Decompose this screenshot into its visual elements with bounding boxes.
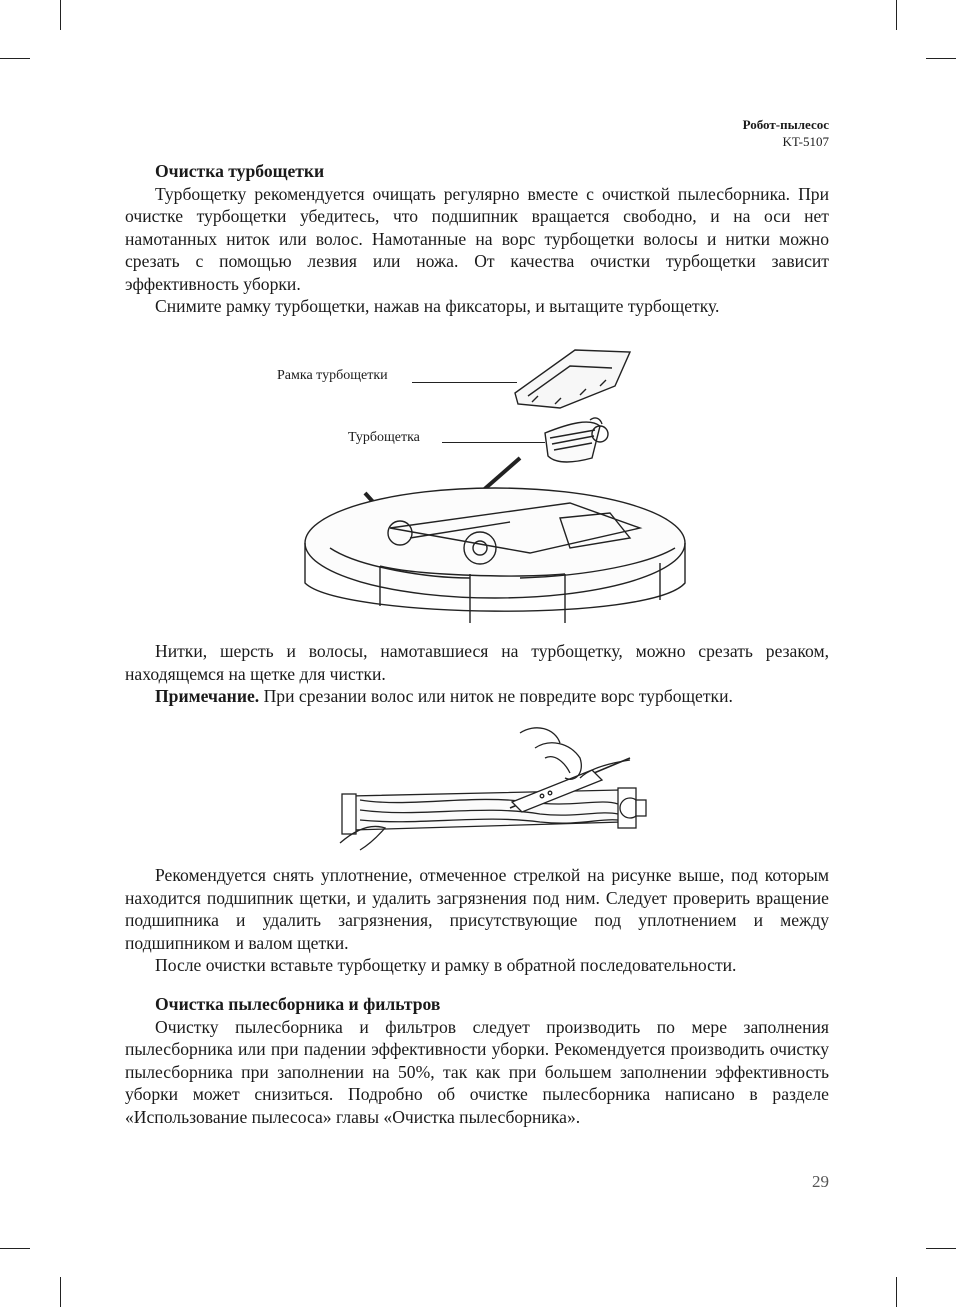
header-model: KT-5107 — [782, 134, 829, 149]
crop-mark — [60, 1277, 61, 1307]
note-paragraph — [125, 685, 829, 708]
crop-mark — [926, 1248, 956, 1249]
section-heading: Очистка турбощетки — [155, 161, 325, 181]
crop-mark — [0, 58, 30, 59]
figure-brush-cutting — [330, 718, 650, 858]
section-cutting-hair — [125, 640, 829, 708]
crop-mark — [896, 0, 897, 30]
page-number: 29 — [812, 1172, 829, 1191]
callout-brush-label: Турбощетка — [348, 430, 420, 445]
paragraph: Нитки, шерсть и волосы, намотавшиеся на турбощетку, можно срезать резаком, находящемся на щетке для чистки. — [125, 641, 829, 684]
crop-mark — [896, 1277, 897, 1307]
figure-robot-turbobrush — [270, 338, 690, 633]
section-dustbin-cleaning — [125, 993, 829, 1128]
section-bearing — [125, 864, 829, 977]
paragraph: Рекомендуется снять уплотнение, отмеченное стрелкой на рисунке выше, под которым находится подшипник щетки, и удалить загрязнения под ним. Следует проверить вращение подшипника и удалить загрязнения, присутствующие под уплотнением и между подшипником и валом щетки. — [125, 865, 829, 953]
paragraph: После очистки вставьте турбощетку и рамку в обратной последовательности. — [155, 955, 737, 975]
section-heading: Очистка пылесборника и фильтров — [155, 994, 441, 1014]
paragraph: Очистку пылесборника и фильтров следует производить по мере заполнения пылесборника или при падении эффективности уборки. Рекомендуется производить очистку пылесборника при заполнении на 50%, так как при большем заполнении эффективность уборки может снизиться. Подробно об очистке пылесборника написано в разделе «Использование пылесоса» главы «Очистка пылесборника». — [125, 1016, 829, 1127]
paragraph: Снимите рамку турбощетки, нажав на фиксаторы, и вытащите турбощетку. — [155, 296, 720, 316]
crop-mark — [60, 0, 61, 30]
paragraph: Турбощетку рекомендуется очищать регулярно вместе с очисткой пылесборника. При очистке турбощетки убедитесь, что подшипник вращается свободно, и на оси нет намотанных ниток или волос. Намотанные на ворс турбощетки волосы и нитки можно срезать с помощью лезвия или ножа. От качества очистки турбощетки зависит эффективность уборки. — [125, 183, 829, 294]
running-header — [743, 116, 829, 150]
callout-frame — [277, 368, 388, 384]
brush-cutting-illustration — [330, 718, 650, 858]
crop-mark — [926, 58, 956, 59]
header-title: Робот-пылесос — [742, 117, 829, 132]
callout-frame-leader — [412, 382, 517, 383]
callout-brush — [348, 430, 420, 446]
note-text: При срезании волос или ниток не повредите ворс турбощетки. — [259, 686, 733, 706]
section-turbobrush-cleaning — [125, 160, 829, 318]
callout-frame-label: Рамка турбощетки — [277, 368, 388, 383]
note-label: Примечание. — [155, 686, 260, 706]
crop-mark — [0, 1248, 30, 1249]
callout-brush-leader — [442, 442, 545, 443]
